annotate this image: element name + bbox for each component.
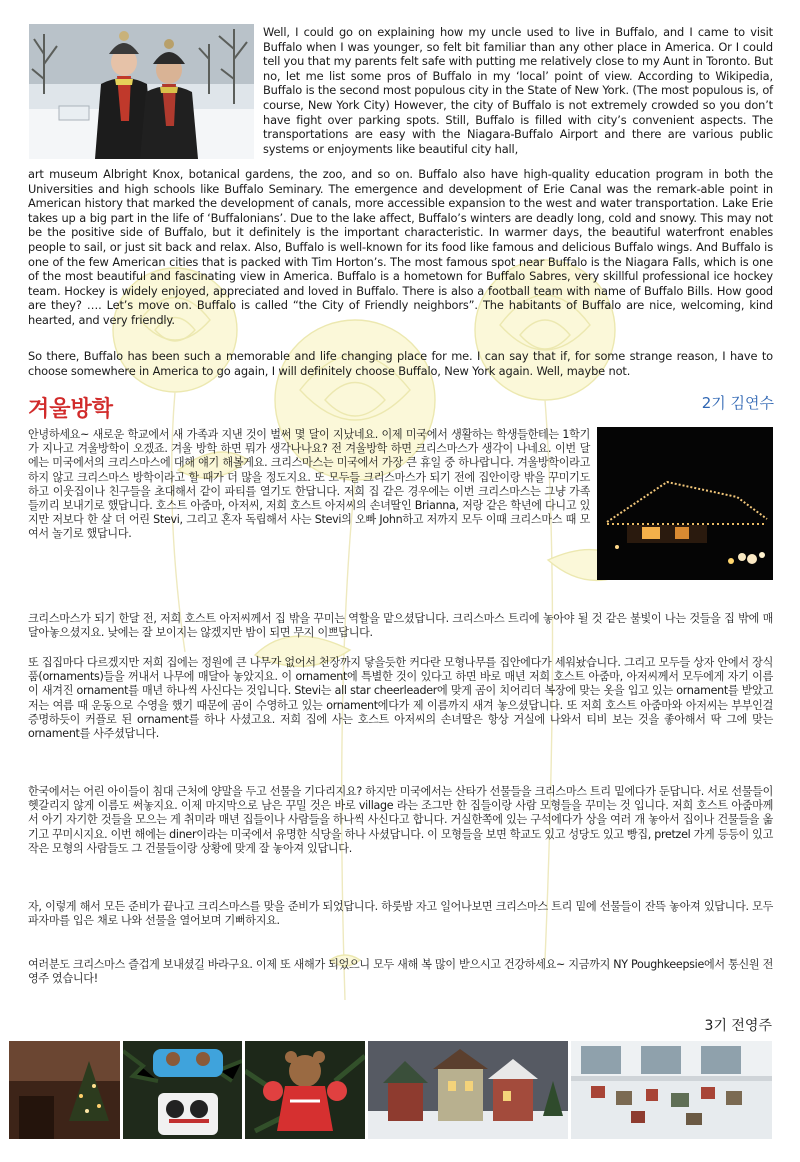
korean-article-author-top: 2기 김연수 xyxy=(701,394,774,412)
korean-article-title: 겨울방학 xyxy=(28,397,114,422)
korean-paragraph-5: 자, 이렇게 해서 모든 준비가 끝나고 크리스마스를 맞을 준비가 되었답니다. 하룻밤 자고 일어나보면 크리스마스 트리 밑에 선물들이 잔뜩 놓아져 있답니다. 모두 파자마를 입은 채로 나와 선물을 열어보며 기뻐하지요. xyxy=(28,900,773,928)
korean-paragraph-3: 또 집집마다 다르겠지만 저희 집에는 정원에 큰 나무가 없어서 천장까지 닿을듯한 커다란 모형나무를 집안에다가 세워놨습니다. 그리고 모두들 상자 안에서 장식품(ornaments)들을 꺼내서 나무에 매달아 놓았지요. 이 ornament에 특별한 것이 있다고 하면 바로 매년 저희 호스트 아줌마, 아저씨께서 모두에게 자기 이름이 새겨진 ornament를 매년 하나씩 사신다는 것입니다. Stevi는 all star cheerleader에 맞게 곰이 치어리더 복장에 맞는 옷을 입고 있는 ornament를 받았고 저는 여름 때 운동으로 수영을 했기 때문에 곰이 수영하고 있는 ornament에다가 제 이름까지 새겨 놓으셨답니다. 또 저희 호스트 아줌마와 아저씨는 부부인걸 증명하듯이 커플로 된 ornament를 하나 사셨고요. 저희 집에 사는 호스트 아저씨의 손녀딸은 항상 거실에 나와서 티비 보는 것을 좋아해서 딱 그에 맞는 ornament를 사주셨답니다. xyxy=(28,656,773,741)
korean-paragraph-4: 한국에서는 어린 아이들이 침대 근처에 양말을 두고 선물을 기다리지요? 하지만 미국에서는 산타가 선물들을 크리스마스 트리 밑에다가 둔답니다. 서로 선물들이 헷갈리지 않게 이름도 써놓지요. 이제 마지막으로 남은 꾸밀 것은 바로 village 라는 조그만 한 집들이랑 사람 모형들을 꾸미는 것 입니다. 저희 호스트 아줌마께서 아기 자기한 것들을 모으는 게 취미라 매년 집들이나 사람들을 하나씩 사신다고 합니다. 거실한쪽에 있는 구석에다가 상을 여러 개 놓아서 집이나 건물들을 옮기고 꾸미시지요. 이번 해에는 diner이라는 미국에서 유명한 식당을 하나 사셨답니다. 이 모형들을 보면 학교도 있고 성당도 있고 빵집, pretzel 가게 등등이 있고 작은 모형의 사람들도 그 건물들이랑 상황에 맞게 잘 놓아져 있답니다. xyxy=(28,785,773,855)
english-paragraph-closing: So there, Buffalo has been such a memorable and life changing place for me. I can say that if, for some strange reason, I have to choose somewhere in America to go again, I will definitely choose Buffalo, New York again. Well, maybe not. xyxy=(28,349,773,378)
english-paragraph-intro: Well, I could go on explaining how my uncle used to live in Buffalo, and I came to visit Buffalo when I was younger, so felt bit familiar than any other place in America. Or I could tell you that my parents felt safe with putting me relatively close to my Aunt in Toronto. But no, let me list some pros of Buffalo in my ‘local’ point of view. According to Wikipedia, Buffalo is the second most populous city in the State of New York. (The most populous is, of course, New York City) However, the city of Buffalo is not extremely crowded so you don’t have fight over parking spots. Still, Buffalo is filled with city’s convenient aspects. The transportations are easy with the Niagara-Buffalo Airport and there are various public systems or enjoyments like beautiful city hall, xyxy=(263,25,773,156)
korean-article-author-bottom: 3기 전영주 xyxy=(704,1018,772,1034)
english-paragraph-body: art museum Albright Knox, botanical gardens, the zoo, and so on. Buffalo also have high-quality education program in both the Universities and high schools like Buffalo Seminary. The emergence and development of Erie Canal was the remark-able point in American history that marked the development of canals, more accessible expansion to the west and water transportation. Lake Erie takes up a big part in the life of ‘Buffalonians’. Due to the lake affect, Buffalo’s winters are deadly long, cold and snowy. This may not be the positive side of Buffalo, but it definitely is the important characteristic. In warmer days, the beautiful waterfront enables people to sail, or just sit back and relax. Also, Buffalo is well-known for its food like famous and delicious Buffalo wings. And Buffalo is one of the few American cities that is packed with Tim Horton’s. The most famous spot near Buffalo is the Niagara Falls, which is one of the most beautiful and fascinating view in America. Buffalo is a hometown for Buffalo Sabres, very skillful professional ice hockey team. Hockey is widely enjoyed, appreciated and loved in Buffalo. There is also a football team with name of Buffalo Bills. How good are they? …. Let’s move on. Buffalo is called “the City of Friendly neighbors”. The habitants of Buffalo are nice, welcoming, kind hearted, and very friendly. xyxy=(28,167,773,327)
photo-cheerleader-bear-ornament xyxy=(245,1041,365,1139)
christmas-lights-house-photo xyxy=(597,427,773,580)
korean-paragraph-1: 안녕하세요~ 새로운 학교에서 새 가족과 지낸 것이 벌써 몇 달이 지났네요. 이제 미국에서 생활하는 학생들한테는 1학기가 지나고 겨울방학이 오겠죠. 겨울 방학 하면 뭐가 생각나나요? 전 겨울방학 하면 크리스마스가 생각이 나네요. 이번 달에는 미국에서의 크리스마스에 대해 얘기 해볼게요. 크리스마스는 미국에서 가장 큰 휴일 중 하나랍니다. 겨울방학이라고 하지 않고 크리스마스 방학이라고 할 때가 더 많을 정도지요. 또 모두들 크리스마스가 되기 전에 집안이랑 밖을 꾸미기도 하고 이웃집이나 친구들을 초대해서 같이 파티를 열기도 한답니다. 저희 집 같은 경우에는 이번 크리스마스는 그냥 가족들끼리 보내기로 했답니다. 호스트 아줌마, 아저씨, 저희 호스트 아저씨의 손녀딸인 Brianna, 저랑 같은 학년에 다니고 있지만 저보다 한 살 더 어린 Stevi, 그리고 혼자 독립해서 사는 Stevi의 오빠 John하고 저까지 모두 이때 크리스마스 때 모여서 놀기로 했답니다. xyxy=(28,428,590,541)
photo-swimming-bear-ornament xyxy=(123,1041,242,1139)
korean-paragraph-6: 여러분도 크리스마스 즐겁게 보내셨길 바라구요. 이제 또 새해가 되었으니 모두 새해 복 많이 받으시고 건강하세요~ 지금까지 NY Poughkeepsie에서 통신원 전영주 였습니다! xyxy=(28,958,773,986)
buffalo-snow-photo xyxy=(29,24,254,159)
photo-village-display-table xyxy=(571,1041,772,1139)
photo-christmas-village-houses xyxy=(368,1041,568,1139)
photo-living-room-tree xyxy=(9,1041,120,1139)
korean-paragraph-2: 크리스마스가 되기 한달 전, 저희 호스트 아저씨께서 집 밖을 꾸미는 역할을 맡으셨답니다. 크리스마스 트리에 놓아야 될 것 같은 불빛이 나는 것들을 집 밖에 매달아놓으셨지요. 낮에는 잘 보이지는 않겠지만 밤이 되면 무지 이쁘답니다. xyxy=(28,612,773,640)
